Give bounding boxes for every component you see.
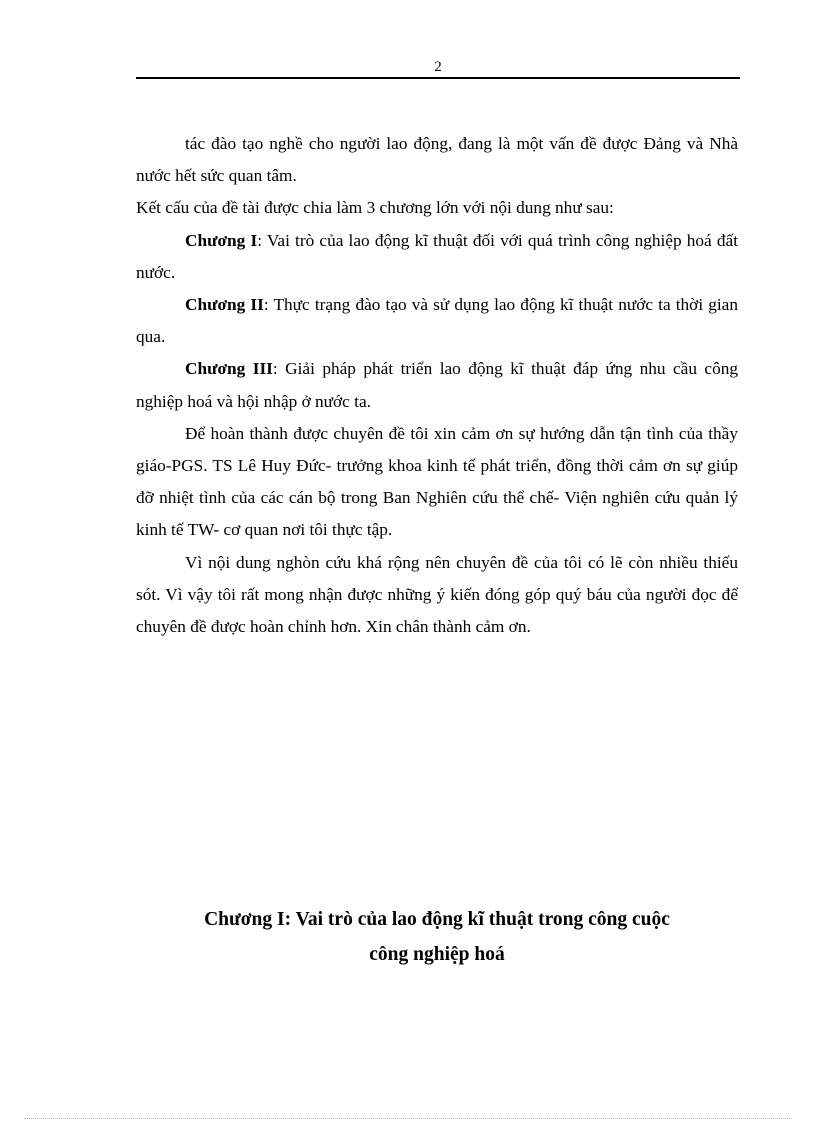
chapter-heading-line-1: Chương I: Vai trò của lao động kĩ thuật trong công cuộc [204,909,670,930]
structure-paragraph: Kết cấu của đề tài được chia làm 3 chương lớn với nội dung như sau: [136,198,614,218]
chapter-1-label: Chương I [185,230,258,250]
chapter-3-summary [136,353,738,417]
document-body [136,128,738,643]
chapter-3-label: Chương III [185,359,273,379]
chapter-2-summary [136,289,738,353]
chapter-2-text: : Thực trạng đào tạo và sử dụng lao động kĩ thuật nước ta thời gian qua. [136,295,738,347]
chapter-heading-line-2: công nghiệp hoá [369,944,505,965]
page-number: 2 [434,59,442,75]
chapter-3-text: : Giải pháp phát triển lao động kĩ thuật đáp ứng nhu cầu công nghiệp hoá và hội nhập ở nước ta. [136,359,738,411]
header-rule [136,77,740,79]
chapter-1-text: : Vai trò của lao động kĩ thuật đối với quá trình công nghiệp hoá đất nước. [136,230,739,282]
page-bottom-border [24,1118,792,1119]
chapter-heading [136,902,738,972]
chapter-2-label: Chương II [185,295,264,315]
intro-paragraph: tác đào tạo nghề cho người lao động, đang là một vấn đề được Đảng và Nhà nước hết sức quan tâm. [136,134,738,186]
thanks-paragraph: Để hoàn thành được chuyên đề tôi xin cảm ơn sự hướng dẫn tận tình của thầy giáo-PGS. TS Lê Huy Đức- trưởng khoa kinh tế phát triển, đồng thời cảm ơn sự giúp đỡ nhiệt tình của các cán bộ trong Ban Nghiên cứu thể chế- Viện nghiên cứu quản lý kinh tế TW- cơ quan nơi tôi thực tập. [136,423,738,540]
chapter-1-summary [136,225,738,289]
closing-paragraph: Vì nội dung nghòn cứu khá rộng nên chuyên đề của tôi có lẽ còn nhiều thiếu sót. Vì vậy tôi rất mong nhận được những ý kiến đóng góp quý báu của người đọc để chuyên đề được hoàn chỉnh hơn. Xin chân thành cảm ơn. [136,552,738,637]
